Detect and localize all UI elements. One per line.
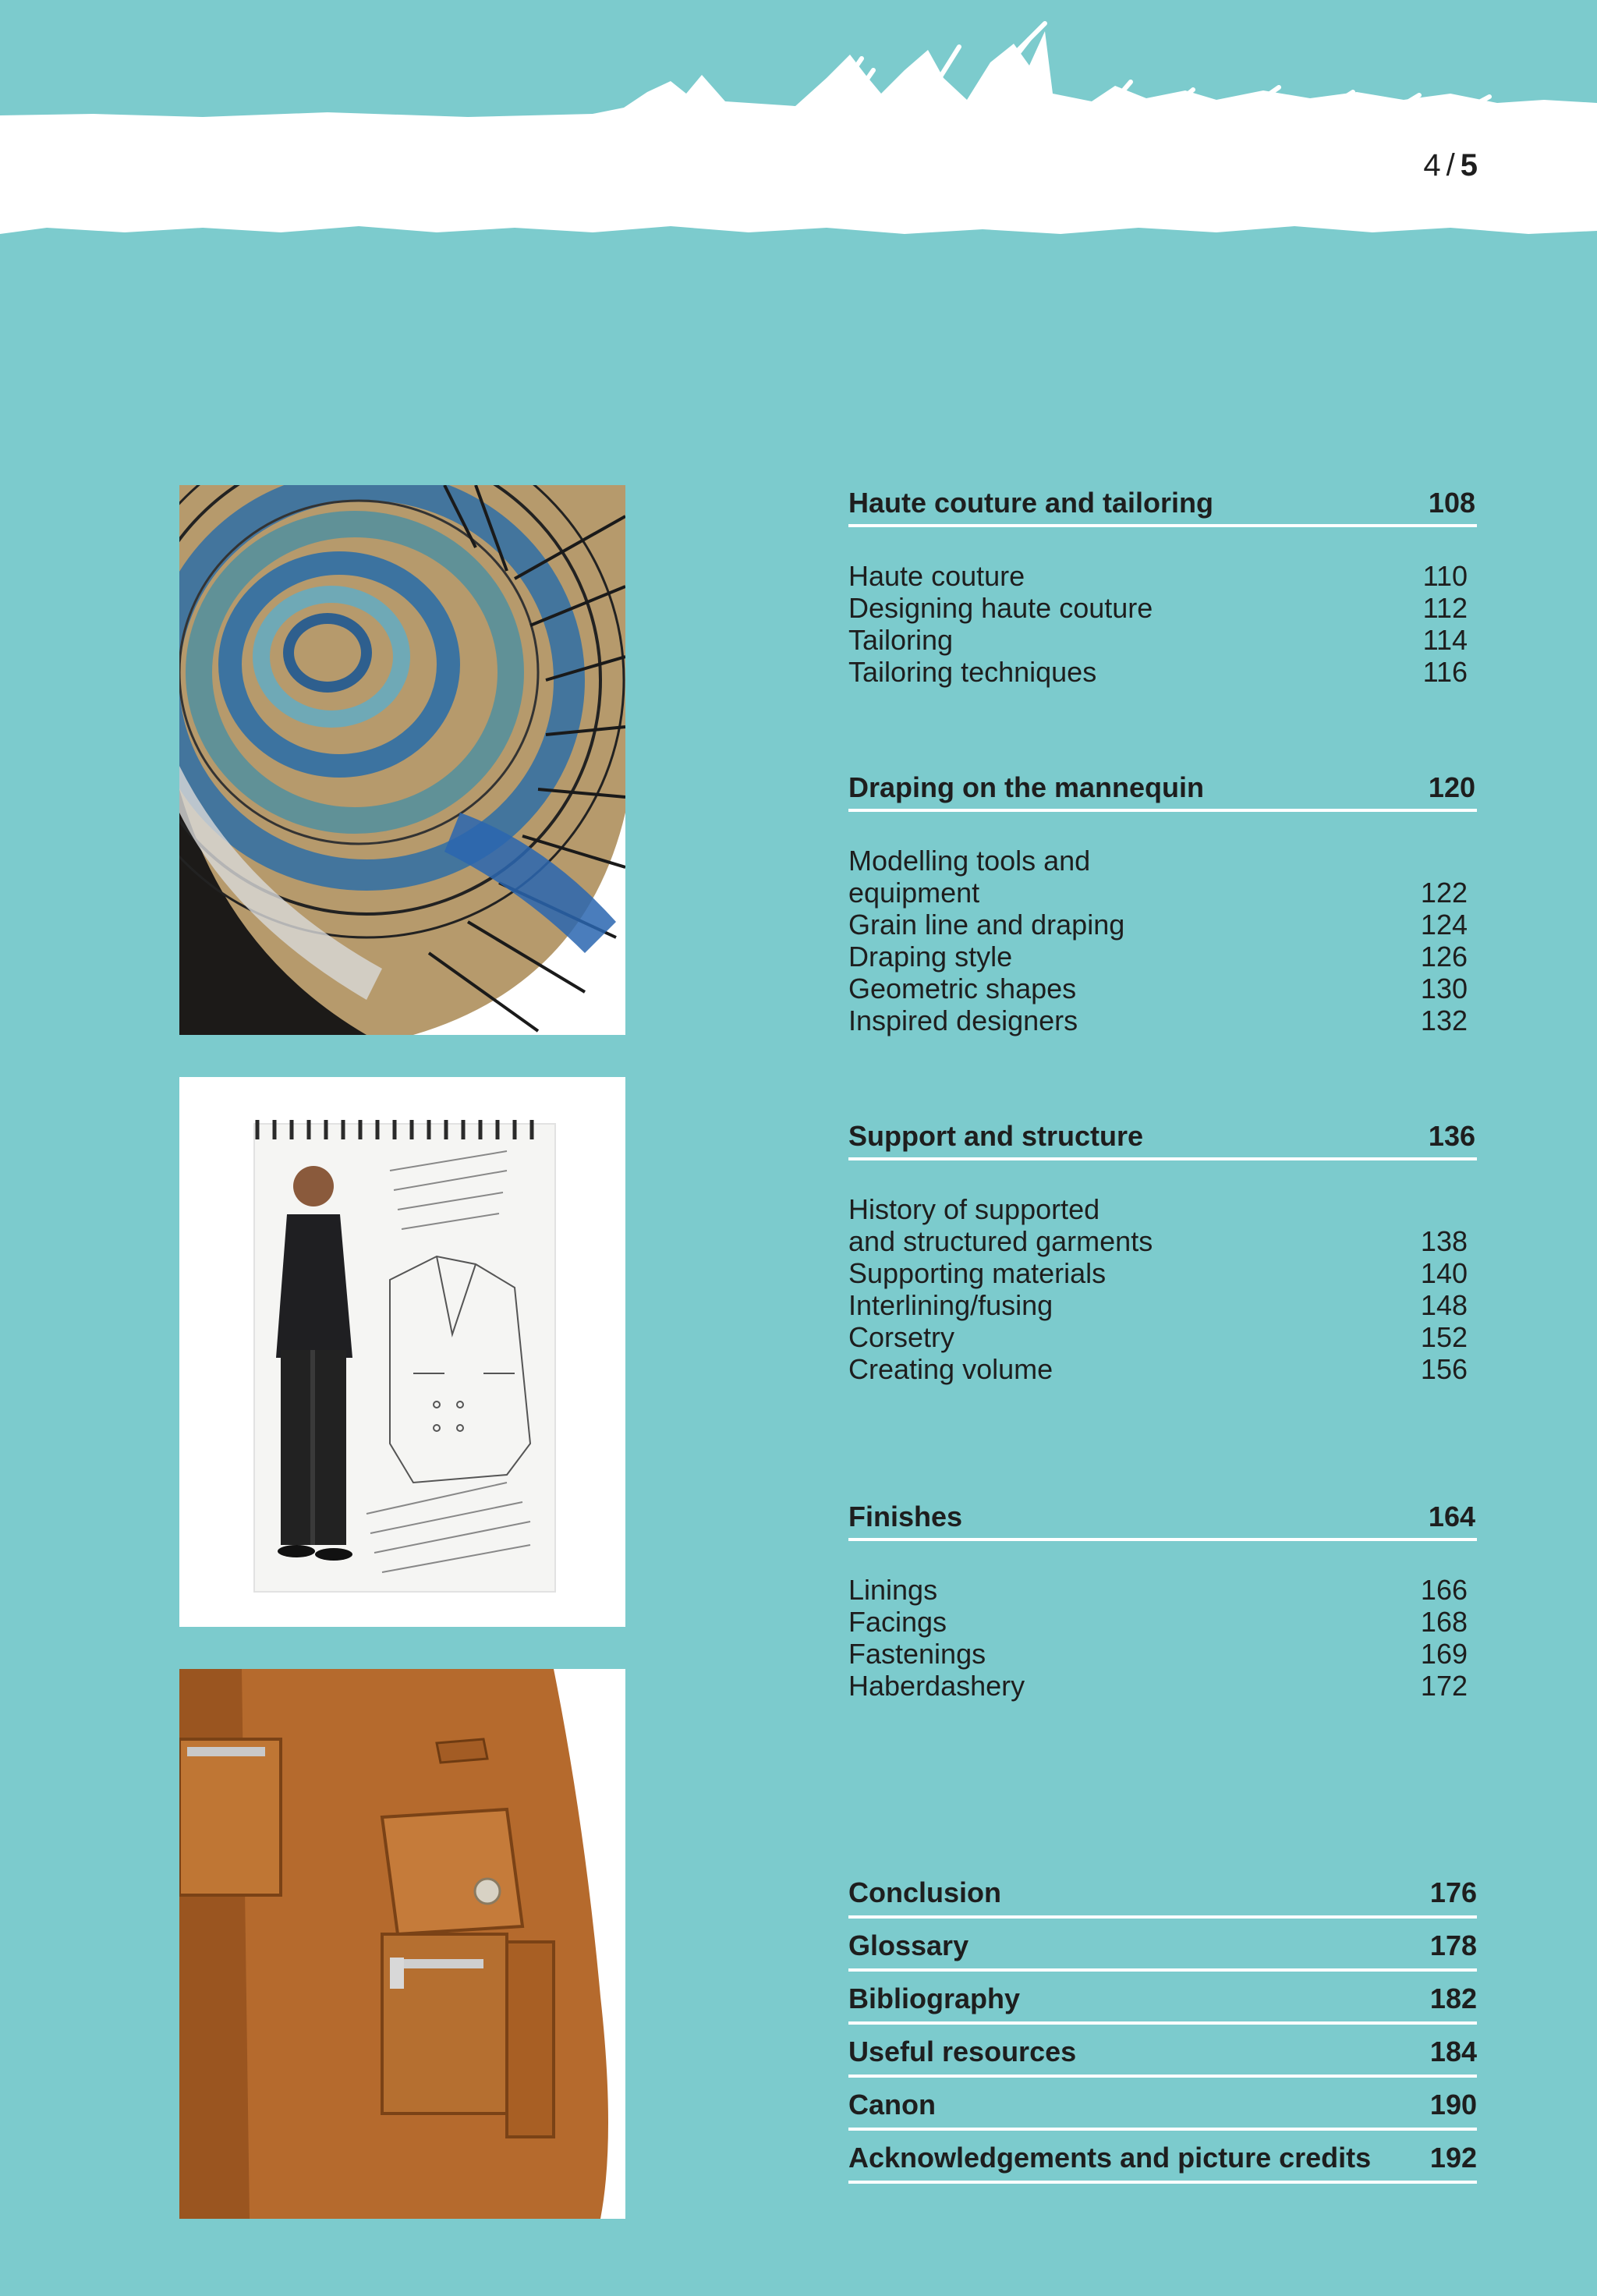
toc-entry[interactable] bbox=[848, 624, 1477, 656]
entry-page-number: 168 bbox=[1420, 1606, 1468, 1638]
entry-page-number: 152 bbox=[1420, 1321, 1468, 1353]
entry-page-number: 156 bbox=[1420, 1353, 1468, 1385]
entry-page-number: 184 bbox=[1429, 2036, 1477, 2067]
toc-section bbox=[848, 484, 1477, 688]
toc-entry[interactable] bbox=[848, 909, 1477, 941]
section-title: Draping on the mannequin bbox=[848, 771, 1204, 803]
back-matter-list bbox=[848, 1870, 1477, 2188]
subsection-list bbox=[848, 845, 1477, 1036]
page-number bbox=[1423, 148, 1478, 183]
entry-title: Geometric shapes bbox=[848, 973, 1077, 1004]
toc-back-matter-entry[interactable] bbox=[848, 2082, 1477, 2131]
entry-title: Designing haute couture bbox=[848, 592, 1153, 624]
section-heading[interactable] bbox=[848, 1497, 1477, 1541]
entry-title: Draping style bbox=[848, 941, 1013, 973]
toc-entry[interactable] bbox=[848, 1321, 1477, 1353]
section-title: Haute couture and tailoring bbox=[848, 487, 1214, 519]
toc-back-matter-entry[interactable] bbox=[848, 1870, 1477, 1919]
toc-entry[interactable] bbox=[848, 1670, 1477, 1702]
entry-title: Corsetry bbox=[848, 1321, 955, 1353]
entry-title: Bibliography bbox=[848, 1982, 1021, 2014]
entry-title: Glossary bbox=[848, 1929, 969, 1961]
entry-title: Grain line and draping bbox=[848, 909, 1125, 941]
entry-title: Conclusion bbox=[848, 1876, 1001, 1908]
toc-section bbox=[848, 768, 1477, 1036]
entry-page-number: 138 bbox=[1420, 1225, 1468, 1257]
toc-back-matter-entry[interactable] bbox=[848, 1976, 1477, 2025]
toc-entry[interactable] bbox=[848, 1574, 1477, 1606]
subsection-list bbox=[848, 1193, 1477, 1385]
section-heading[interactable] bbox=[848, 1117, 1477, 1160]
entry-page-number: 124 bbox=[1420, 909, 1468, 941]
toc-entry[interactable] bbox=[848, 1353, 1477, 1385]
entry-title: Fastenings bbox=[848, 1638, 986, 1670]
entry-title: Haberdashery bbox=[848, 1670, 1025, 1702]
section-page-number: 136 bbox=[1428, 1120, 1475, 1152]
previous-page-number: 4 bbox=[1423, 148, 1442, 182]
entry-page-number: 132 bbox=[1420, 1004, 1468, 1036]
entry-title: Modelling tools and equipment bbox=[848, 845, 1091, 909]
section-page-number: 108 bbox=[1428, 487, 1475, 519]
spiral-staircase-image bbox=[179, 485, 625, 1035]
entry-title: Acknowledgements and picture credits bbox=[848, 2142, 1372, 2174]
toc-section bbox=[848, 1497, 1477, 1702]
toc-entry[interactable] bbox=[848, 1257, 1477, 1289]
entry-page-number: 140 bbox=[1420, 1257, 1468, 1289]
toc-entry[interactable] bbox=[848, 1004, 1477, 1036]
section-heading[interactable] bbox=[848, 484, 1477, 527]
entry-page-number: 126 bbox=[1420, 941, 1468, 973]
entry-page-number: 112 bbox=[1422, 592, 1468, 624]
entry-page-number: 192 bbox=[1429, 2142, 1477, 2174]
toc-entry[interactable] bbox=[848, 1193, 1477, 1257]
toc-back-matter-entry[interactable] bbox=[848, 2135, 1477, 2184]
toc-entry[interactable] bbox=[848, 560, 1477, 592]
entry-title: Haute couture bbox=[848, 560, 1025, 592]
entry-page-number: 176 bbox=[1429, 1876, 1477, 1908]
entry-page-number: 182 bbox=[1429, 1982, 1477, 2014]
entry-page-number: 110 bbox=[1422, 560, 1468, 592]
entry-page-number: 122 bbox=[1420, 877, 1468, 909]
leather-jacket-image bbox=[179, 1669, 625, 2219]
section-title: Finishes bbox=[848, 1501, 963, 1532]
subsection-list bbox=[848, 560, 1477, 688]
section-title: Support and structure bbox=[848, 1120, 1144, 1152]
entry-title: Inspired designers bbox=[848, 1004, 1078, 1036]
sketchbook-suit-image bbox=[179, 1077, 625, 1627]
entry-page-number: 166 bbox=[1420, 1574, 1468, 1606]
toc-section bbox=[848, 1117, 1477, 1385]
entry-page-number: 190 bbox=[1429, 2089, 1477, 2121]
entry-title: Tailoring techniques bbox=[848, 656, 1097, 688]
entry-page-number: 172 bbox=[1420, 1670, 1468, 1702]
toc-entry[interactable] bbox=[848, 1289, 1477, 1321]
toc-entry[interactable] bbox=[848, 845, 1477, 909]
entry-title: Interlining/fusing bbox=[848, 1289, 1053, 1321]
toc-entry[interactable] bbox=[848, 656, 1477, 688]
toc-entry[interactable] bbox=[848, 973, 1477, 1004]
entry-page-number: 178 bbox=[1429, 1929, 1477, 1961]
entry-title: Tailoring bbox=[848, 624, 954, 656]
entry-title: Creating volume bbox=[848, 1353, 1053, 1385]
section-page-number: 120 bbox=[1428, 771, 1475, 803]
entry-title: Useful resources bbox=[848, 2036, 1077, 2067]
toc-entry[interactable] bbox=[848, 592, 1477, 624]
toc-entry[interactable] bbox=[848, 1638, 1477, 1670]
entry-page-number: 116 bbox=[1422, 656, 1468, 688]
entry-title: History of supported and structured garments bbox=[848, 1193, 1153, 1257]
section-page-number: 164 bbox=[1428, 1501, 1475, 1532]
entry-title: Canon bbox=[848, 2089, 936, 2121]
page-separator: / bbox=[1446, 148, 1456, 182]
toc-entry[interactable] bbox=[848, 1606, 1477, 1638]
torn-paper-header bbox=[0, 0, 1597, 250]
entry-title: Linings bbox=[848, 1574, 938, 1606]
entry-title: Facings bbox=[848, 1606, 947, 1638]
toc-entry[interactable] bbox=[848, 941, 1477, 973]
entry-title: Supporting materials bbox=[848, 1257, 1107, 1289]
entry-page-number: 148 bbox=[1420, 1289, 1468, 1321]
entry-page-number: 130 bbox=[1420, 973, 1468, 1004]
section-heading[interactable] bbox=[848, 768, 1477, 812]
subsection-list bbox=[848, 1574, 1477, 1702]
current-page-number: 5 bbox=[1460, 148, 1478, 182]
entry-page-number: 114 bbox=[1422, 624, 1468, 656]
toc-back-matter-entry[interactable] bbox=[848, 2029, 1477, 2078]
toc-back-matter-entry[interactable] bbox=[848, 1923, 1477, 1972]
entry-page-number: 169 bbox=[1420, 1638, 1468, 1670]
